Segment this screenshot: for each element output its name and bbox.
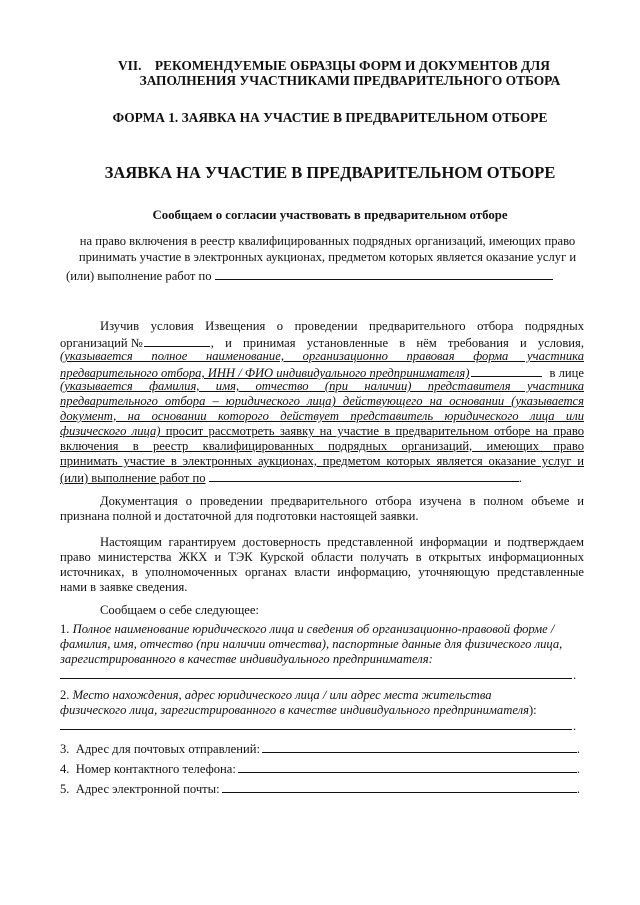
item1-answer-field[interactable]	[60, 678, 572, 679]
para1-line-d: предварительного отбора, ИНН / ФИО индивидуального предпринимателя) в лице	[60, 366, 584, 380]
item2-line-b: физического лица, зарегистрированного в качестве индивидуального предпринимателя):	[60, 703, 537, 717]
para3-line-b: право министерства ЖКХ и ТЭК Курской области получать в открытых информационных	[60, 550, 584, 564]
form-title: ФОРМА 1. ЗАЯВКА НА УЧАСТИЕ В ПРЕДВАРИТЕЛЬНОМ ОТБОРЕ	[112, 110, 548, 125]
item1-line-b: фамилия, имя, отчество (при наличии отчества), паспортные данные для физического лица,	[60, 637, 563, 651]
document-page: VII. РЕКОМЕНДУЕМЫЕ ОБРАЗЦЫ ФОРМ И ДОКУМЕНТОВ ДЛЯ ЗАПОЛНЕНИЯ УЧАСТНИКАМИ ПРЕДВАРИТЕЛЬНОГО ОТБОРА ФОРМА 1. ЗАЯВКА НА УЧАСТИЕ В ПРЕДВАРИТЕЛЬНОМ ОТБОРЕ ЗАЯВКА НА УЧАСТИЕ В ПРЕДВАРИТЕЛЬНОМ ОТБОРЕ Сообщаем о согласии участвовать в предварительном отборе на право включения в реестр квалифицированных подрядных организаций, имеющих право принимать участие в электронных аукционах, предметом которых является оказание услуг и (или) выполнение работ по Изучив условия Извещения о проведении предварительного отбора подрядных организаций № , и принимая установленные в нём требования и условия, (указывается полное наименование, организационно правовая форма участника предварительного отбора, ИНН / ФИО индивидуального предпринимателя) в лице (указывается фамилия, имя, отчество (при наличии) представителя участника предварительного отбора – юридического лица) действующего на основании (указывается документ, на основании которого действует представитель юридического лица или физического лица) просит рассмотреть заявку на участие в предварительном отборе на право включения в реестр квалифицированных подрядных организаций, имеющих право принимать участие в электронных аукционах, предметом которых является оказание услуг и (или) выполнение работ по . Документация о проведении предварительного отбора изучена в полном объеме и признана полной и достаточной для подготовки настоящей заявки. Настоящим гарантируем достоверность представленной информации и подтверждаем право министерства ЖКХ и ТЭК Курской области получать в открытых информационных источниках, в уполномоченных органах власти информацию, уточняющую представленные нами в заявке сведения. Сообщаем о себе следующее: 1. Полное наименование юридического лица и сведения об организационно-правовой форме / фамилия, имя, отчество (при наличии отчества), паспортные данные для физического лица, зарегистрированного в качестве индивидуального предпринимателя: . 2. Место нахождения, адрес юридического лица / или адрес места жительства физического лица, зарегистрированного в качестве индивидуального предпринимателя): . 3. Адрес для почтовых отправлений: . 4. Номер контактного телефона: . 5. Адрес электронной почты: .	[0, 0, 640, 905]
item1-line-a: 1. Полное наименование юридического лица и сведения об организационно-правовой форме /	[60, 622, 555, 636]
para1-line-a: Изучив условия Извещения о проведении предварительного отбора подрядных	[100, 319, 584, 333]
intro-line1: на право включения в реестр квалифицированных подрядных организаций, имеющих право	[79, 234, 576, 248]
item3-row: 3. Адрес для почтовых отправлений: .	[60, 742, 580, 756]
item5-row: 5. Адрес электронной почты: .	[60, 782, 580, 796]
para1-line-b: организаций № , и принимая установленные в нём требования и условия,	[60, 336, 584, 350]
para1-line-f: предварительного отбора – юридического лица) действующего на основании (указывается	[60, 394, 584, 408]
item2-line-a: 2. Место нахождения, адрес юридического лица / или адрес места жительства	[60, 688, 492, 702]
intro-line2: принимать участие в электронных аукционах, предметом которых является оказание услуг и	[78, 250, 577, 264]
intro-line3: (или) выполнение работ по	[66, 267, 553, 284]
email-field[interactable]	[222, 780, 577, 793]
para3-line-d: нами в заявке сведения.	[60, 580, 188, 594]
para2-line-b: признана полной и достаточной для подготовки настоящей заявки.	[60, 509, 419, 523]
subtitle: Сообщаем о согласии участвовать в предварительном отборе	[152, 208, 508, 222]
phone-field[interactable]	[238, 760, 577, 773]
section-heading-line2: ЗАПОЛНЕНИЯ УЧАСТНИКАМИ ПРЕДВАРИТЕЛЬНОГО ОТБОРА	[139, 73, 561, 88]
para1-line-g: документ, на основании которого действует представитель юридического лица или	[60, 409, 584, 423]
para3-line-c: источниках, в уполномоченных органах власти информацию, уточняющую представленные	[60, 565, 584, 579]
work-subject-field-2[interactable]	[209, 469, 519, 482]
notice-number-field[interactable]	[144, 334, 210, 347]
about-heading: Сообщаем о себе следующее:	[100, 603, 259, 617]
para1-line-i: включения в реестр квалифицированных подрядных организаций, имеющих право	[60, 439, 584, 453]
item2-answer-field[interactable]	[60, 729, 572, 730]
participant-name-field[interactable]	[471, 364, 541, 377]
section-heading-line1: VII. РЕКОМЕНДУЕМЫЕ ОБРАЗЦЫ ФОРМ И ДОКУМЕНТОВ ДЛЯ	[118, 58, 550, 73]
para3-line-a: Настоящим гарантируем достоверность представленной информации и подтверждаем	[100, 535, 584, 549]
para1-line-k: (или) выполнение работ по .	[60, 471, 522, 485]
postal-address-field[interactable]	[262, 740, 577, 753]
para1-line-c: (указывается полное наименование, организационно правовая форма участника	[60, 349, 584, 363]
item4-row: 4. Номер контактного телефона: .	[60, 762, 580, 776]
para1-line-e: (указывается фамилия, имя, отчество (при наличии) представителя участника	[60, 379, 584, 393]
para1-line-h: физического лица) просит рассмотреть заявку на участие в предварительном отборе на право	[60, 424, 584, 438]
work-subject-field[interactable]	[215, 267, 553, 280]
main-title: ЗАЯВКА НА УЧАСТИЕ В ПРЕДВАРИТЕЛЬНОМ ОТБОРЕ	[104, 163, 556, 182]
para1-line-j: принимать участие в электронных аукционах, предметом которых является оказание услуг и	[60, 454, 584, 468]
item1-line-c: зарегистрированного в качестве индивидуального предпринимателя:	[60, 652, 433, 666]
para2-line-a: Документация о проведении предварительного отбора изучена в полном объеме и	[100, 494, 584, 508]
